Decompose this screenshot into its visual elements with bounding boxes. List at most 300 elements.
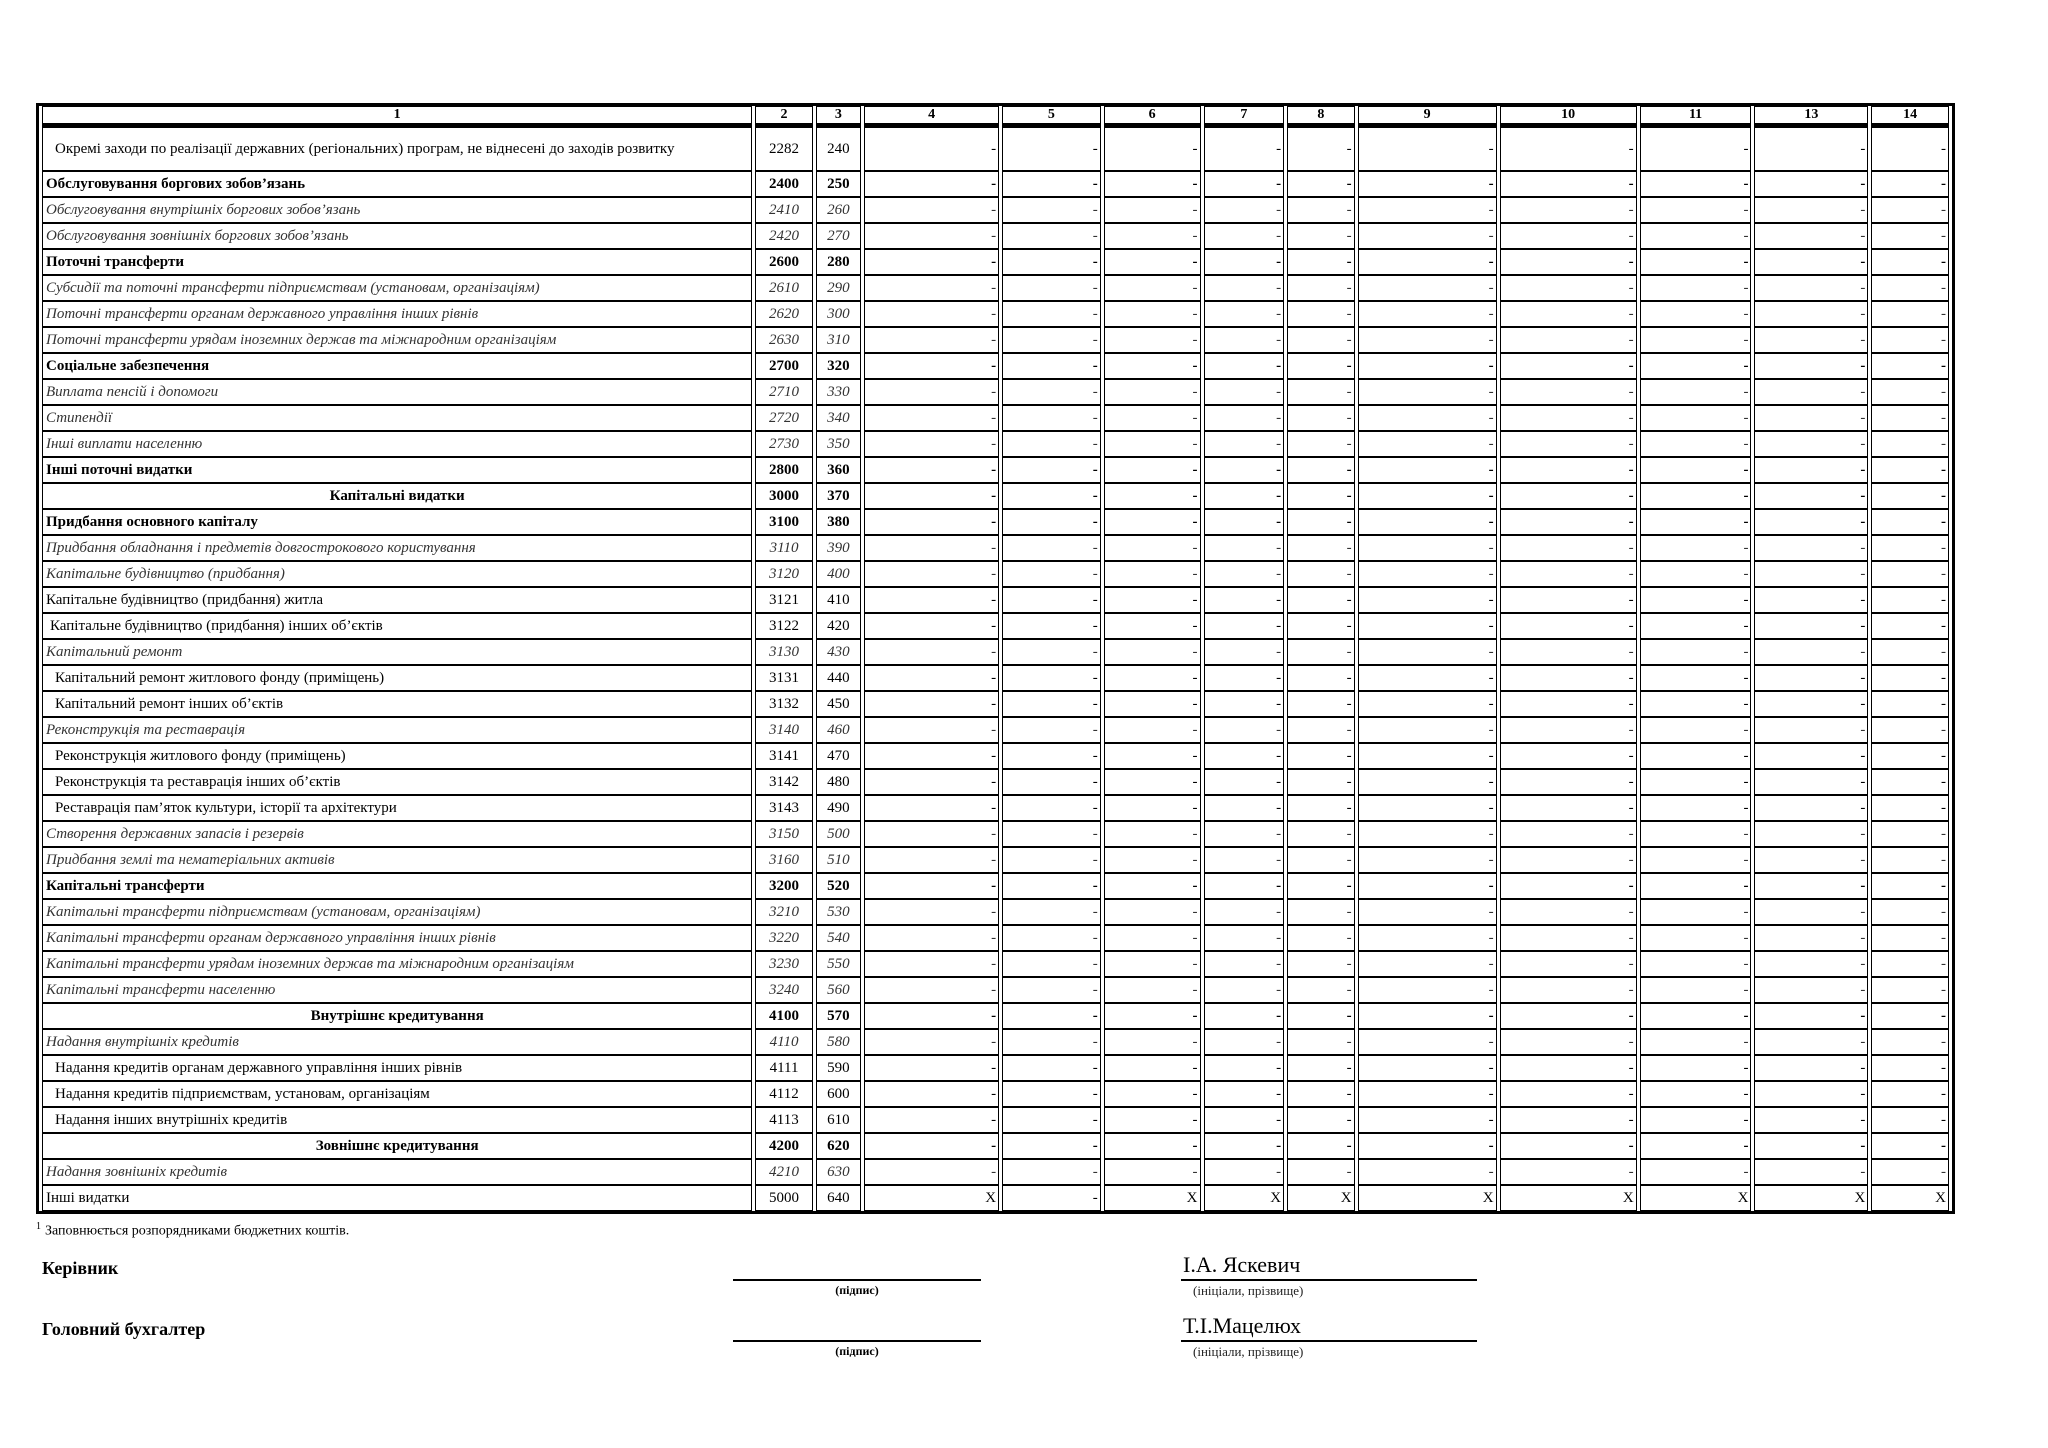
- value-cell: -: [1754, 509, 1868, 535]
- value-cell: -: [1640, 275, 1752, 301]
- value-cell: -: [1204, 171, 1285, 197]
- value-cell: -: [1640, 951, 1752, 977]
- value-cell: -: [864, 379, 999, 405]
- kekv-code: 4110: [755, 1029, 812, 1055]
- value-cell: -: [1204, 977, 1285, 1003]
- value-cell: -: [864, 405, 999, 431]
- value-cell: -: [1104, 1055, 1201, 1081]
- row-label: Капітальні видатки: [42, 483, 752, 509]
- row-code: 350: [816, 431, 861, 457]
- value-cell: -: [1754, 483, 1868, 509]
- value-cell: -: [1002, 509, 1101, 535]
- value-cell: -: [864, 1055, 999, 1081]
- value-cell: -: [1500, 457, 1637, 483]
- table-row: [42, 327, 1949, 353]
- value-cell: -: [1287, 431, 1355, 457]
- table-body: [42, 127, 1949, 1211]
- value-cell: -: [1204, 301, 1285, 327]
- accountant-name: Т.І.Мацелюх: [1183, 1313, 1301, 1338]
- table-row: [42, 665, 1949, 691]
- kekv-code: 4200: [755, 1133, 812, 1159]
- value-cell: -: [1500, 639, 1637, 665]
- value-cell: -: [1204, 353, 1285, 379]
- value-cell: -: [1104, 665, 1201, 691]
- value-cell: -: [1287, 639, 1355, 665]
- director-name: І.А. Яскевич: [1183, 1252, 1301, 1277]
- director-label: Керівник: [42, 1258, 119, 1278]
- value-cell: -: [1358, 431, 1497, 457]
- value-cell: -: [1104, 561, 1201, 587]
- kekv-code: 3220: [755, 925, 812, 951]
- value-cell: -: [1002, 535, 1101, 561]
- value-cell: -: [1754, 769, 1868, 795]
- value-cell: -: [1002, 275, 1101, 301]
- kekv-code: 3120: [755, 561, 812, 587]
- value-cell: -: [1500, 717, 1637, 743]
- column-header: 2: [755, 106, 812, 127]
- kekv-code: 3150: [755, 821, 812, 847]
- value-cell: -: [1500, 275, 1637, 301]
- value-cell: X: [1754, 1185, 1868, 1211]
- value-cell: -: [1754, 1055, 1868, 1081]
- row-code: 520: [816, 873, 861, 899]
- value-cell: -: [1104, 717, 1201, 743]
- value-cell: -: [864, 1107, 999, 1133]
- value-cell: -: [1500, 1055, 1637, 1081]
- value-cell: -: [1287, 587, 1355, 613]
- value-cell: -: [1358, 847, 1497, 873]
- table-row: [42, 275, 1949, 301]
- value-cell: -: [1104, 847, 1201, 873]
- value-cell: -: [1287, 405, 1355, 431]
- value-cell: -: [1204, 327, 1285, 353]
- value-cell: -: [1871, 873, 1949, 899]
- value-cell: -: [1754, 301, 1868, 327]
- value-cell: -: [1640, 301, 1752, 327]
- value-cell: -: [1204, 717, 1285, 743]
- value-cell: -: [1871, 821, 1949, 847]
- kekv-code: 3230: [755, 951, 812, 977]
- value-cell: -: [1871, 717, 1949, 743]
- value-cell: -: [1640, 1107, 1752, 1133]
- row-code: 500: [816, 821, 861, 847]
- value-cell: -: [1104, 769, 1201, 795]
- value-cell: -: [1640, 665, 1752, 691]
- value-cell: -: [1204, 769, 1285, 795]
- value-cell: -: [1754, 223, 1868, 249]
- value-cell: -: [1358, 1107, 1497, 1133]
- value-cell: -: [1287, 127, 1355, 171]
- accountant-name-line: [1181, 1340, 1477, 1342]
- value-cell: -: [1640, 509, 1752, 535]
- value-cell: -: [1358, 249, 1497, 275]
- value-cell: -: [1358, 587, 1497, 613]
- value-cell: -: [864, 275, 999, 301]
- value-cell: -: [1358, 795, 1497, 821]
- row-label: Капітальні трансферти урядам іноземних держав та міжнародним організаціям: [42, 951, 752, 977]
- accountant-signature-line[interactable]: [733, 1340, 981, 1342]
- row-label: Створення державних запасів і резервів: [42, 821, 752, 847]
- value-cell: -: [864, 717, 999, 743]
- value-cell: -: [1287, 769, 1355, 795]
- value-cell: -: [864, 1081, 999, 1107]
- kekv-code: 3200: [755, 873, 812, 899]
- value-cell: -: [864, 977, 999, 1003]
- kekv-code: 3160: [755, 847, 812, 873]
- value-cell: -: [1640, 171, 1752, 197]
- value-cell: -: [1640, 691, 1752, 717]
- value-cell: -: [864, 691, 999, 717]
- value-cell: -: [864, 1133, 999, 1159]
- value-cell: -: [1640, 327, 1752, 353]
- value-cell: -: [1104, 613, 1201, 639]
- value-cell: -: [1104, 249, 1201, 275]
- value-cell: -: [1287, 977, 1355, 1003]
- value-cell: -: [1002, 223, 1101, 249]
- table-row: [42, 301, 1949, 327]
- value-cell: -: [1358, 535, 1497, 561]
- table-row: [42, 1003, 1949, 1029]
- value-cell: -: [1500, 977, 1637, 1003]
- column-header: 1: [42, 106, 752, 127]
- kekv-code: 4210: [755, 1159, 812, 1185]
- value-cell: -: [1002, 587, 1101, 613]
- kekv-code: 4100: [755, 1003, 812, 1029]
- kekv-code: 3130: [755, 639, 812, 665]
- row-label: Інші видатки: [42, 1185, 752, 1211]
- row-label: Виплата пенсій і допомоги: [42, 379, 752, 405]
- value-cell: -: [1754, 1133, 1868, 1159]
- column-header: 8: [1287, 106, 1355, 127]
- value-cell: -: [1287, 951, 1355, 977]
- value-cell: -: [1358, 127, 1497, 171]
- value-cell: -: [1287, 1081, 1355, 1107]
- value-cell: -: [1358, 405, 1497, 431]
- kekv-code: 2420: [755, 223, 812, 249]
- kekv-code: 2720: [755, 405, 812, 431]
- table-row: [42, 1159, 1949, 1185]
- value-cell: -: [1287, 1107, 1355, 1133]
- value-cell: -: [1871, 691, 1949, 717]
- row-code: 470: [816, 743, 861, 769]
- value-cell: -: [1754, 275, 1868, 301]
- value-cell: -: [1500, 1003, 1637, 1029]
- value-cell: -: [1871, 509, 1949, 535]
- value-cell: -: [1104, 873, 1201, 899]
- row-label: Капітальний ремонт житлового фонду (приміщень): [42, 665, 752, 691]
- value-cell: -: [1754, 197, 1868, 223]
- row-label: Реконструкція житлового фонду (приміщень): [42, 743, 752, 769]
- value-cell: -: [1871, 925, 1949, 951]
- kekv-code: 3132: [755, 691, 812, 717]
- row-code: 590: [816, 1055, 861, 1081]
- value-cell: -: [1287, 483, 1355, 509]
- value-cell: -: [1358, 223, 1497, 249]
- value-cell: -: [864, 561, 999, 587]
- table-row: [42, 509, 1949, 535]
- value-cell: -: [1358, 1159, 1497, 1185]
- value-cell: -: [864, 353, 999, 379]
- value-cell: -: [1640, 561, 1752, 587]
- table-row: [42, 1055, 1949, 1081]
- value-cell: -: [1204, 457, 1285, 483]
- value-cell: -: [1871, 951, 1949, 977]
- value-cell: -: [1204, 1003, 1285, 1029]
- value-cell: -: [1500, 127, 1637, 171]
- value-cell: -: [1287, 925, 1355, 951]
- value-cell: -: [1358, 665, 1497, 691]
- kekv-code: 2600: [755, 249, 812, 275]
- row-code: 540: [816, 925, 861, 951]
- value-cell: -: [1287, 613, 1355, 639]
- value-cell: -: [1754, 1159, 1868, 1185]
- row-code: 450: [816, 691, 861, 717]
- row-code: 400: [816, 561, 861, 587]
- value-cell: -: [1002, 431, 1101, 457]
- value-cell: -: [1287, 1029, 1355, 1055]
- value-cell: -: [1500, 1159, 1637, 1185]
- value-cell: -: [1871, 275, 1949, 301]
- value-cell: -: [1500, 821, 1637, 847]
- value-cell: -: [1002, 665, 1101, 691]
- value-cell: -: [1358, 769, 1497, 795]
- value-cell: -: [1002, 1185, 1101, 1211]
- row-code: 440: [816, 665, 861, 691]
- column-header: 13: [1754, 106, 1868, 127]
- value-cell: -: [1500, 379, 1637, 405]
- value-cell: -: [1500, 561, 1637, 587]
- value-cell: -: [1500, 899, 1637, 925]
- row-code: 380: [816, 509, 861, 535]
- value-cell: -: [1871, 1055, 1949, 1081]
- value-cell: -: [1754, 717, 1868, 743]
- value-cell: -: [1287, 379, 1355, 405]
- value-cell: -: [1871, 431, 1949, 457]
- value-cell: -: [1500, 301, 1637, 327]
- value-cell: -: [1358, 873, 1497, 899]
- value-cell: -: [1358, 717, 1497, 743]
- value-cell: -: [1754, 1003, 1868, 1029]
- value-cell: -: [1358, 1133, 1497, 1159]
- row-label: Внутрішнє кредитування: [42, 1003, 752, 1029]
- value-cell: -: [1640, 899, 1752, 925]
- value-cell: -: [1871, 457, 1949, 483]
- row-code: 630: [816, 1159, 861, 1185]
- value-cell: -: [1871, 795, 1949, 821]
- value-cell: X: [1500, 1185, 1637, 1211]
- value-cell: -: [1871, 301, 1949, 327]
- value-cell: -: [1287, 301, 1355, 327]
- value-cell: -: [1871, 769, 1949, 795]
- value-cell: -: [1287, 873, 1355, 899]
- value-cell: -: [864, 821, 999, 847]
- kekv-code: 2710: [755, 379, 812, 405]
- value-cell: -: [1500, 691, 1637, 717]
- accountant-signature-caption: (підпис): [835, 1344, 879, 1358]
- value-cell: -: [1204, 127, 1285, 171]
- table-row: [42, 691, 1949, 717]
- value-cell: -: [1204, 821, 1285, 847]
- row-code: 510: [816, 847, 861, 873]
- value-cell: -: [1871, 847, 1949, 873]
- row-code: 580: [816, 1029, 861, 1055]
- table-row: [42, 613, 1949, 639]
- value-cell: -: [1500, 327, 1637, 353]
- row-code: 410: [816, 587, 861, 613]
- value-cell: -: [1104, 509, 1201, 535]
- row-label: Окремі заходи по реалізації державних (регіональних) програм, не віднесені до заходів розвитку: [42, 127, 752, 171]
- accountant-name-caption: (ініціали, прізвище): [1193, 1344, 1304, 1359]
- table-header-row: [42, 106, 1949, 127]
- value-cell: -: [1640, 405, 1752, 431]
- table-row: [42, 717, 1949, 743]
- value-cell: -: [1204, 613, 1285, 639]
- value-cell: -: [1640, 1133, 1752, 1159]
- value-cell: -: [1002, 613, 1101, 639]
- value-cell: -: [1104, 301, 1201, 327]
- value-cell: -: [1754, 127, 1868, 171]
- table-row: [42, 1107, 1949, 1133]
- value-cell: -: [1204, 925, 1285, 951]
- column-header: 6: [1104, 106, 1201, 127]
- value-cell: -: [1002, 951, 1101, 977]
- row-label: Надання кредитів підприємствам, установам, організаціям: [42, 1081, 752, 1107]
- kekv-code: 2282: [755, 127, 812, 171]
- value-cell: -: [1002, 899, 1101, 925]
- value-cell: -: [1002, 327, 1101, 353]
- value-cell: -: [1500, 873, 1637, 899]
- row-code: 570: [816, 1003, 861, 1029]
- value-cell: -: [1002, 1029, 1101, 1055]
- value-cell: -: [1204, 665, 1285, 691]
- value-cell: -: [1754, 665, 1868, 691]
- value-cell: -: [1754, 327, 1868, 353]
- value-cell: -: [864, 1003, 999, 1029]
- footnote: [36, 1221, 349, 1240]
- value-cell: -: [864, 613, 999, 639]
- value-cell: -: [864, 899, 999, 925]
- value-cell: -: [864, 873, 999, 899]
- value-cell: -: [1871, 171, 1949, 197]
- column-header: 4: [864, 106, 999, 127]
- value-cell: -: [1287, 327, 1355, 353]
- value-cell: -: [1287, 1003, 1355, 1029]
- value-cell: -: [1358, 691, 1497, 717]
- value-cell: X: [1287, 1185, 1355, 1211]
- kekv-code: 5000: [755, 1185, 812, 1211]
- value-cell: -: [1500, 847, 1637, 873]
- value-cell: -: [1640, 379, 1752, 405]
- row-code: 610: [816, 1107, 861, 1133]
- value-cell: -: [1754, 405, 1868, 431]
- value-cell: -: [864, 925, 999, 951]
- director-signature-line[interactable]: [733, 1279, 981, 1281]
- table-row: [42, 769, 1949, 795]
- row-label: Придбання основного капіталу: [42, 509, 752, 535]
- value-cell: -: [1287, 275, 1355, 301]
- value-cell: -: [1104, 1159, 1201, 1185]
- kekv-code: 4111: [755, 1055, 812, 1081]
- row-label: Поточні трансферти органам державного управління інших рівнів: [42, 301, 752, 327]
- value-cell: -: [1204, 743, 1285, 769]
- value-cell: -: [1640, 223, 1752, 249]
- value-cell: -: [1002, 925, 1101, 951]
- value-cell: -: [1500, 951, 1637, 977]
- value-cell: -: [864, 301, 999, 327]
- value-cell: -: [1871, 127, 1949, 171]
- table-row: [42, 171, 1949, 197]
- value-cell: -: [1871, 743, 1949, 769]
- value-cell: -: [1754, 847, 1868, 873]
- value-cell: -: [1002, 847, 1101, 873]
- value-cell: -: [1754, 821, 1868, 847]
- value-cell: -: [1104, 379, 1201, 405]
- value-cell: -: [1754, 353, 1868, 379]
- value-cell: -: [1002, 717, 1101, 743]
- value-cell: -: [1104, 1133, 1201, 1159]
- chief-accountant-label: Головний бухгалтер: [42, 1319, 206, 1339]
- kekv-code: 3142: [755, 769, 812, 795]
- value-cell: -: [1204, 275, 1285, 301]
- value-cell: -: [1204, 379, 1285, 405]
- table-row: [42, 457, 1949, 483]
- value-cell: -: [1204, 1081, 1285, 1107]
- value-cell: -: [1002, 873, 1101, 899]
- row-code: 460: [816, 717, 861, 743]
- value-cell: -: [1287, 457, 1355, 483]
- table-row: [42, 353, 1949, 379]
- table-row: [42, 431, 1949, 457]
- value-cell: -: [1871, 249, 1949, 275]
- value-cell: -: [1104, 171, 1201, 197]
- value-cell: -: [1104, 951, 1201, 977]
- value-cell: -: [1500, 925, 1637, 951]
- value-cell: -: [864, 483, 999, 509]
- kekv-code: 2620: [755, 301, 812, 327]
- value-cell: -: [1500, 535, 1637, 561]
- value-cell: -: [1204, 847, 1285, 873]
- kekv-code: 3140: [755, 717, 812, 743]
- value-cell: -: [1104, 691, 1201, 717]
- value-cell: -: [1500, 509, 1637, 535]
- value-cell: -: [1204, 405, 1285, 431]
- kekv-code: 2610: [755, 275, 812, 301]
- table-row: [42, 223, 1949, 249]
- row-code: 640: [816, 1185, 861, 1211]
- value-cell: -: [1002, 1133, 1101, 1159]
- value-cell: -: [1287, 847, 1355, 873]
- value-cell: -: [1204, 1133, 1285, 1159]
- value-cell: -: [1871, 1159, 1949, 1185]
- value-cell: -: [1002, 127, 1101, 171]
- kekv-code: 3143: [755, 795, 812, 821]
- row-code: 290: [816, 275, 861, 301]
- table-row: [42, 951, 1949, 977]
- value-cell: -: [1204, 951, 1285, 977]
- value-cell: -: [864, 535, 999, 561]
- kekv-code: 3100: [755, 509, 812, 535]
- value-cell: -: [1358, 561, 1497, 587]
- value-cell: -: [864, 665, 999, 691]
- row-label: Стипендії: [42, 405, 752, 431]
- director-name-line: [1181, 1279, 1477, 1281]
- value-cell: -: [1754, 431, 1868, 457]
- row-code: 250: [816, 171, 861, 197]
- value-cell: -: [1104, 327, 1201, 353]
- value-cell: -: [864, 197, 999, 223]
- value-cell: -: [1358, 1055, 1497, 1081]
- table-row: [42, 127, 1949, 171]
